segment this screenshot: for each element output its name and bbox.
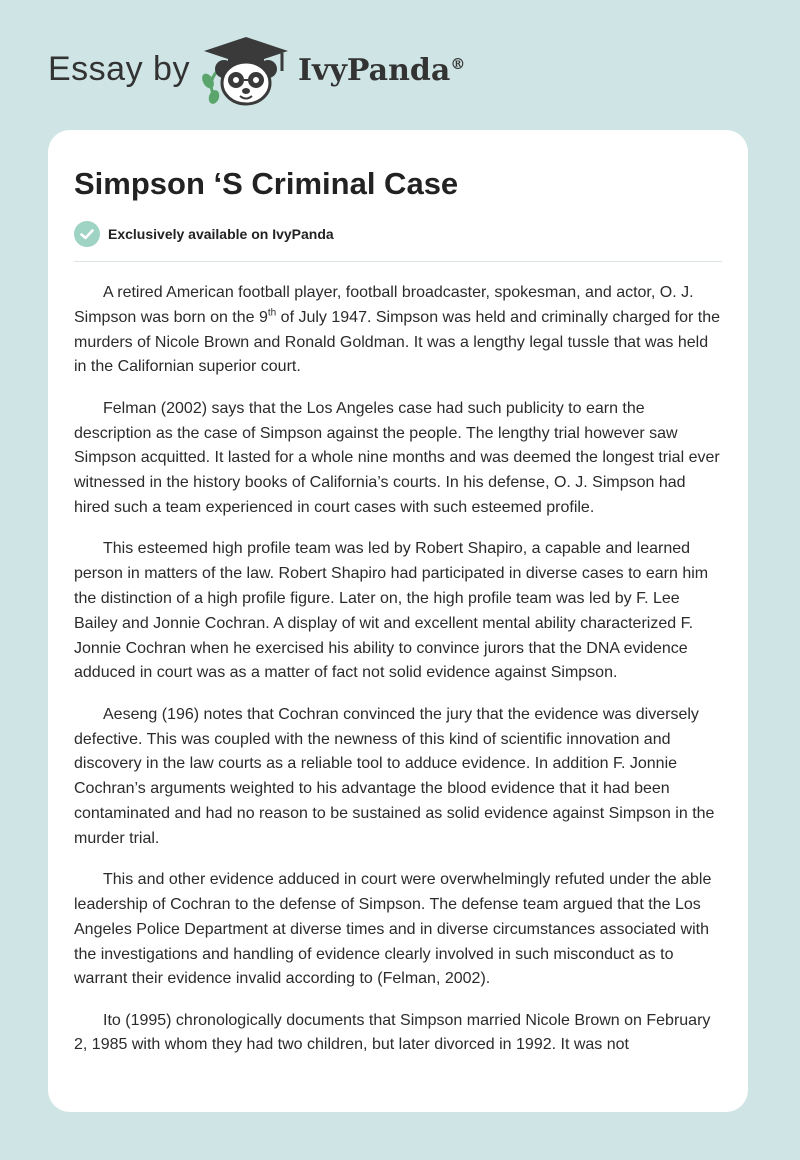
paragraph-1-text-a: A retired American football player, football broadcaster, spokesman, and actor, O. J. Simpson was born on the 9 (74, 284, 694, 326)
paragraph-1-text-b: of July 1947. Simpson was held and criminally charged for the murders of Nicole Brown and Ronald Goldman. It was a lengthy legal tussle that was held in the Californian superior court. (74, 308, 721, 376)
check-circle-icon (74, 221, 100, 247)
brand-name[interactable] (298, 53, 465, 88)
panda-logo-icon[interactable] (198, 35, 294, 107)
exclusive-label: Exclusively available on IvyPanda (108, 226, 334, 242)
essay-by-label: Essay by (48, 50, 190, 88)
title-divider (74, 261, 722, 262)
essay-body (74, 281, 724, 1075)
paragraph-4: Aeseng (196) notes that Cochran convinced the jury that the evidence was diversely defective. This was coupled with the newness of this kind of scientific innovation and discovery in the law courts as a reliable tool to adduce evidence. In addition F. Jonnie Cochran’s arguments weighted to his advantage the blood evidence that it had been contaminated and had no reason to be sustained as solid evidence against Simpson in the murder trial. (74, 705, 715, 847)
exclusive-badge (74, 221, 334, 247)
paragraph-5: This and other evidence adduced in court were overwhelmingly refuted under the able leadership of Cochran to the defense of Simpson. The defense team argued that the Los Angeles Police Department at diverse times and in diverse circumstances associated with the investigations and handling of evidence clearly involved in such misconduct as to warrant their evidence invalid according to (Felman, 2002). (74, 871, 712, 988)
brand-text: IvyPanda (298, 53, 451, 88)
registered-mark: ® (450, 55, 466, 73)
site-header (0, 0, 800, 130)
paragraph-6: Ito (1995) chronologically documents that Simpson married Nicole Brown on February 2, 1985 with whom they had two children, but later divorced in 1992. It was not (74, 1011, 711, 1054)
paragraph-2: Felman (2002) says that the Los Angeles case had such publicity to earn the description as the case of Simpson against the people. The lengthy trial however saw Simpson acquitted. It lasted for a whole nine months and was deemed the longest trial ever witnessed in the history books of California’s courts. In his defense, O. J. Simpson had hired such a team experienced in court cases with such esteemed profile. (74, 399, 720, 516)
essay-title: Simpson ‘S Criminal Case (74, 166, 459, 201)
ordinal-suffix: th (267, 307, 277, 319)
paragraph-1 (74, 281, 724, 380)
essay-card (48, 130, 748, 1112)
paragraph-3: This esteemed high profile team was led by Robert Shapiro, a capable and learned person in matters of the law. Robert Shapiro had participated in diverse cases to earn him the distinction of a high profile figure. Later on, the high profile team was led by F. Lee Bailey and Jonnie Cochran. A display of wit and excellent mental ability characterized F. Jonnie Cochran when he exercised his ability to convince jurors that the DNA evidence adduced in court was as a matter of fact not solid evidence against Simpson. (74, 540, 709, 682)
